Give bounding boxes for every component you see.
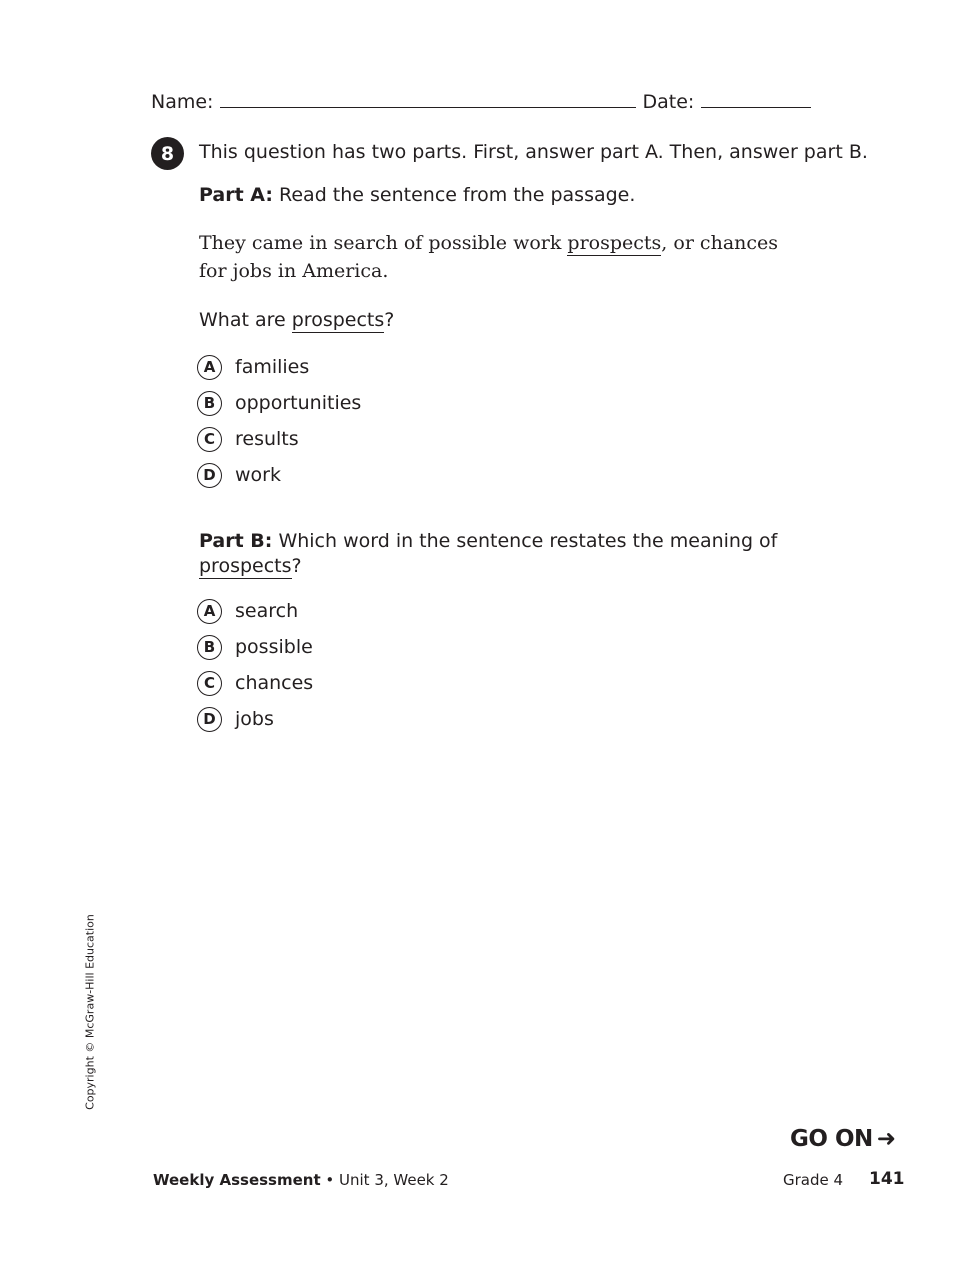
part-b-instruction: Which word in the sentence restates the meaning of [278, 530, 778, 552]
answer-text: jobs [235, 708, 274, 730]
part-a-label: Part A: [199, 184, 273, 206]
name-label: Name: [151, 91, 214, 113]
answer-bubble[interactable]: A [197, 599, 222, 624]
passage-sentence [199, 229, 799, 285]
answer-choice[interactable] [197, 665, 313, 701]
answer-bubble[interactable]: B [197, 391, 222, 416]
date-field[interactable] [701, 88, 811, 108]
part-a-instruction: Read the sentence from the passage. [279, 184, 636, 206]
date-label: Date: [642, 91, 695, 113]
assessment-title: Weekly Assessment [153, 1171, 321, 1189]
footer-separator: • [320, 1171, 340, 1189]
unit-week: Unit 3, Week 2 [339, 1171, 449, 1189]
answer-text: chances [235, 672, 314, 694]
answer-bubble[interactable]: D [197, 463, 222, 488]
answer-choice[interactable] [197, 385, 361, 421]
part-a-question [199, 309, 394, 331]
question-intro: This question has two parts. First, answer part A. Then, answer part B. [199, 141, 868, 163]
answer-bubble[interactable]: D [197, 707, 222, 732]
answer-choice[interactable] [197, 457, 361, 493]
name-field[interactable] [220, 88, 636, 108]
answer-choice[interactable] [197, 593, 313, 629]
part-a-question-word: prospects [291, 309, 385, 331]
part-a-heading [199, 184, 635, 206]
part-a-question-after: ? [384, 309, 395, 331]
part-b-heading [199, 529, 799, 579]
answer-text: work [235, 464, 281, 486]
part-b-underlined-word: prospects [199, 555, 292, 577]
grade-label: Grade 4 [783, 1171, 844, 1189]
passage-text-after: , or chances for jobs in America. [199, 232, 779, 282]
footer-assessment [153, 1171, 449, 1189]
answer-text: opportunities [235, 392, 362, 414]
copyright-notice: Copyright © McGraw-Hill Education [83, 914, 97, 1110]
answer-choice[interactable] [197, 349, 361, 385]
header [151, 88, 811, 113]
part-b-choices [197, 593, 313, 737]
answer-choice[interactable] [197, 421, 361, 457]
answer-text: search [235, 600, 299, 622]
arrow-right-icon: ➜ [876, 1126, 896, 1152]
answer-bubble[interactable]: B [197, 635, 222, 660]
part-a-question-before: What are [199, 309, 292, 331]
question-number: 8 [151, 137, 184, 170]
go-on-indicator [790, 1126, 896, 1152]
answer-text: possible [235, 636, 313, 658]
answer-text: families [235, 356, 310, 378]
part-b-question-end: ? [291, 555, 302, 577]
page-number: 141 [869, 1169, 905, 1189]
answer-bubble[interactable]: A [197, 355, 222, 380]
part-a-choices [197, 349, 361, 493]
passage-text-before: They came in search of possible work [199, 232, 568, 254]
answer-bubble[interactable]: C [197, 671, 222, 696]
answer-bubble[interactable]: C [197, 427, 222, 452]
answer-choice[interactable] [197, 629, 313, 665]
answer-choice[interactable] [197, 701, 313, 737]
part-b-label: Part B: [199, 530, 273, 552]
go-on-label: GO ON [790, 1126, 873, 1152]
answer-text: results [235, 428, 299, 450]
passage-underlined-word: prospects [567, 232, 662, 254]
